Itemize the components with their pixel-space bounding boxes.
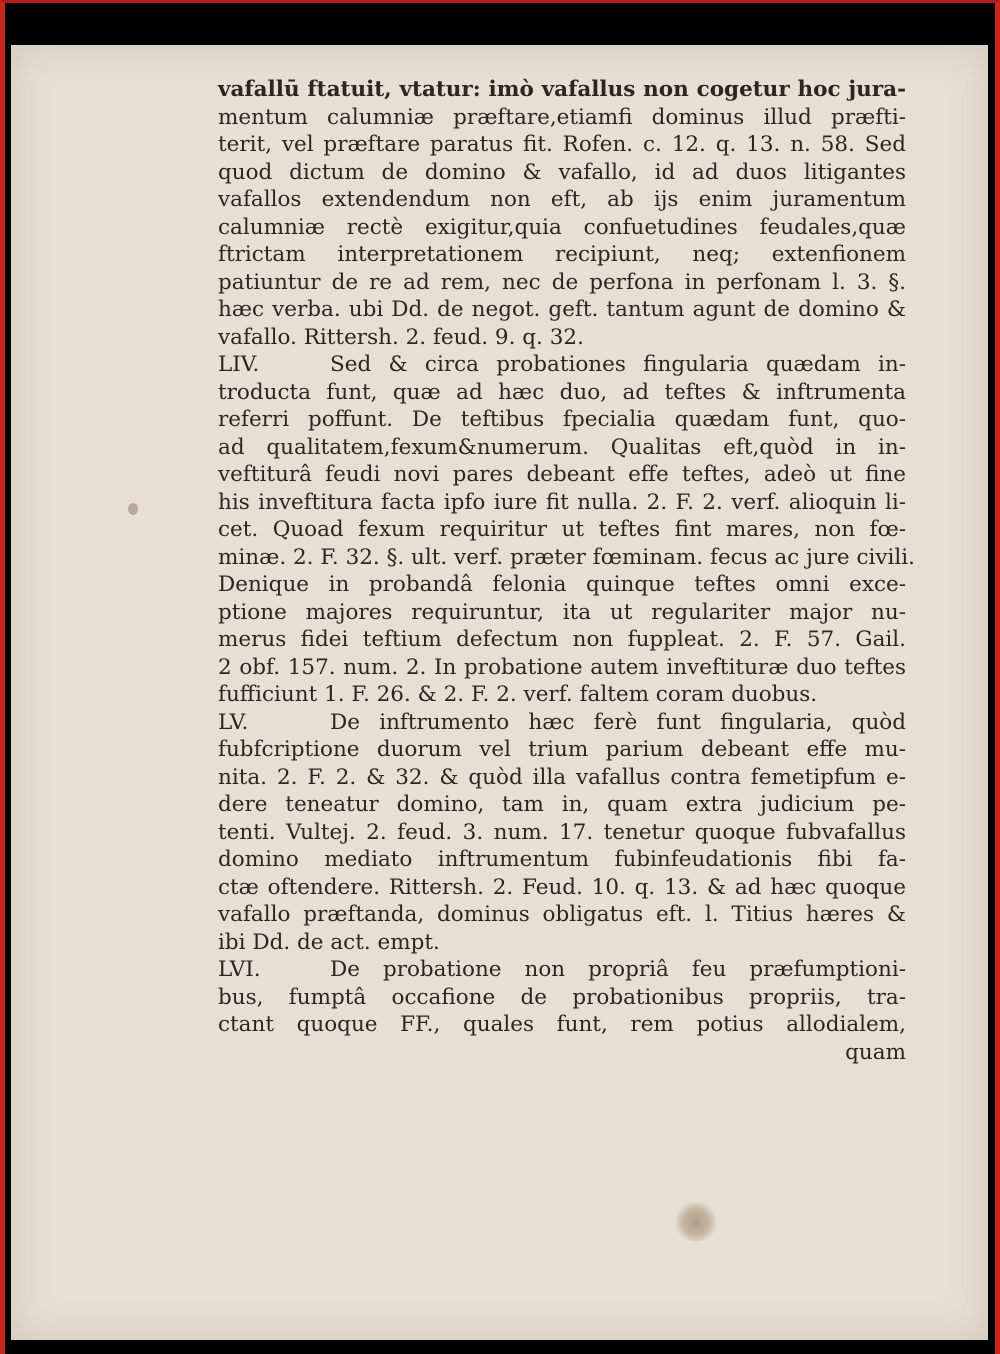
line-text: vafallos extendendum non eft, ab ijs enim juramentum [218,187,906,212]
line-text: cet. Quoad fexum requiritur ut teftes fint mares, non fœ- [218,517,906,542]
text-line [218,104,906,132]
line-text: troducta funt, quæ ad hæc duo, ad teftes & inftrumenta [218,379,906,405]
line-text: hæc verba. ubi Dd. de negot. geft. tantum agunt de domino & [218,297,906,322]
line-text: merus fidei teftium defectum non fuppleat. 2. F. 57. Gail. [218,627,906,652]
text-line [218,984,906,1012]
line-text: ctant quoque FF., quales funt, rem potius allodialem, [218,1012,906,1037]
line-text: Sed & circa probationes fingularia quædam in- [330,352,906,377]
text-line [218,406,906,434]
text-line [218,76,906,104]
line-text: De inftrumento hæc ferè funt fingularia, quòd [330,709,906,735]
text-line [218,351,906,379]
line-text: nita. 2. F. 2. & 32. & quòd illa vafallus contra femetipfum e- [218,764,906,790]
line-text: fubfcriptione duorum vel trium parium debeant effe mu- [218,737,906,762]
line-text: ibi Dd. de act. empt. [218,929,440,955]
text-line [218,516,906,544]
text-line [218,214,906,242]
line-text: fufficiunt 1. F. 26. & 2. F. 2. verf. faltem coram duobus. [218,682,818,707]
text-line [218,929,906,957]
text-line [218,709,906,737]
line-text: referri poffunt. De teftibus fpecialia quædam funt, quo- [218,407,906,432]
text-line [218,956,906,984]
text-line [218,846,906,874]
text-line [218,159,906,187]
paper-spot [128,503,138,515]
line-text: mentum calumniæ præftare,etiamfi dominus illud præfti- [218,104,906,130]
line-text: terit, vel præftare paratus fit. Rofen. c. 12. q. 13. n. 58. Sed [218,132,906,157]
text-line [218,901,906,929]
line-text: veftiturâ feudi novi pares debeant effe teftes, adeò ut fine [218,462,906,487]
text-line [218,654,906,682]
line-text: quod dictum de domino & vafallo, id ad duos litigantes [218,159,906,185]
line-text: vafallo præftanda, dominus obligatus eft. l. Titius hæres & [218,902,906,927]
line-text: quam [845,1039,906,1065]
text-line [218,379,906,407]
text-line [218,241,906,269]
text-line [218,874,906,902]
text-line [218,296,906,324]
section-number: LIV. [218,352,260,377]
line-text: calumniæ rectè exigitur,quia confuetudines feudales,quæ [218,214,906,240]
text-line [218,736,906,764]
text-line [218,324,906,352]
line-text: domino mediato inftrumentum fubinfeudationis fibi fa- [218,847,906,872]
text-line [218,186,906,214]
line-text: Denique in probandâ felonia quinque teftes omni exce- [218,572,906,597]
section-number: LV. [218,709,249,735]
line-text: vafallo. Rittersh. 2. feud. 9. q. 32. [218,324,584,350]
text-line [218,489,906,517]
line-text: vafallū ftatuit, vtatur: imò vafallus non cogetur hoc jura- [218,77,906,102]
text-line [218,626,906,654]
line-text: bus, fumptâ occafione de probationibus propriis, tra- [218,984,906,1010]
line-text: his inveftitura facta ipfo iure fit nulla. 2. F. 2. verf. alioquin li- [218,489,906,515]
text-line [218,434,906,462]
line-text: dere teneatur domino, tam in, quam extra judicium pe- [218,792,906,817]
line-text: 2 obf. 157. num. 2. In probatione autem inveftituræ duo teftes [218,654,906,680]
text-line [218,1039,906,1067]
text-line [218,461,906,489]
text-line [218,1011,906,1039]
line-text: minæ. 2. F. 32. §. ult. verf. præter fœminam. fecus ac jure civili. [218,544,915,570]
text-line [218,269,906,297]
text-line [218,764,906,792]
section-number: LVI. [218,957,261,982]
text-line [218,681,906,709]
page-text [218,76,915,1066]
text-line [218,131,906,159]
text-line [218,544,915,572]
ink-stain [675,1202,717,1242]
text-line [218,791,906,819]
line-text: ctæ oftendere. Rittersh. 2. Feud. 10. q. 13. & ad hæc quoque [218,874,906,900]
line-text: ad qualitatem,fexum&numerum. Qualitas eft,quòd in in- [218,434,906,460]
line-text: ftrictam interpretationem recipiunt, neq; extenfionem [218,242,906,267]
text-line [218,819,906,847]
text-line [218,571,906,599]
line-text: De probatione non propriâ feu præfumptioni- [330,957,906,982]
line-text: tenti. Vultej. 2. feud. 3. num. 17. tenetur quoque fubvafallus [218,819,906,845]
text-line [218,599,906,627]
line-text: patiuntur de re ad rem, nec de perfona in perfonam l. 3. §. [218,269,906,295]
line-text: ptione majores requiruntur, ita ut regulariter major nu- [218,599,906,625]
